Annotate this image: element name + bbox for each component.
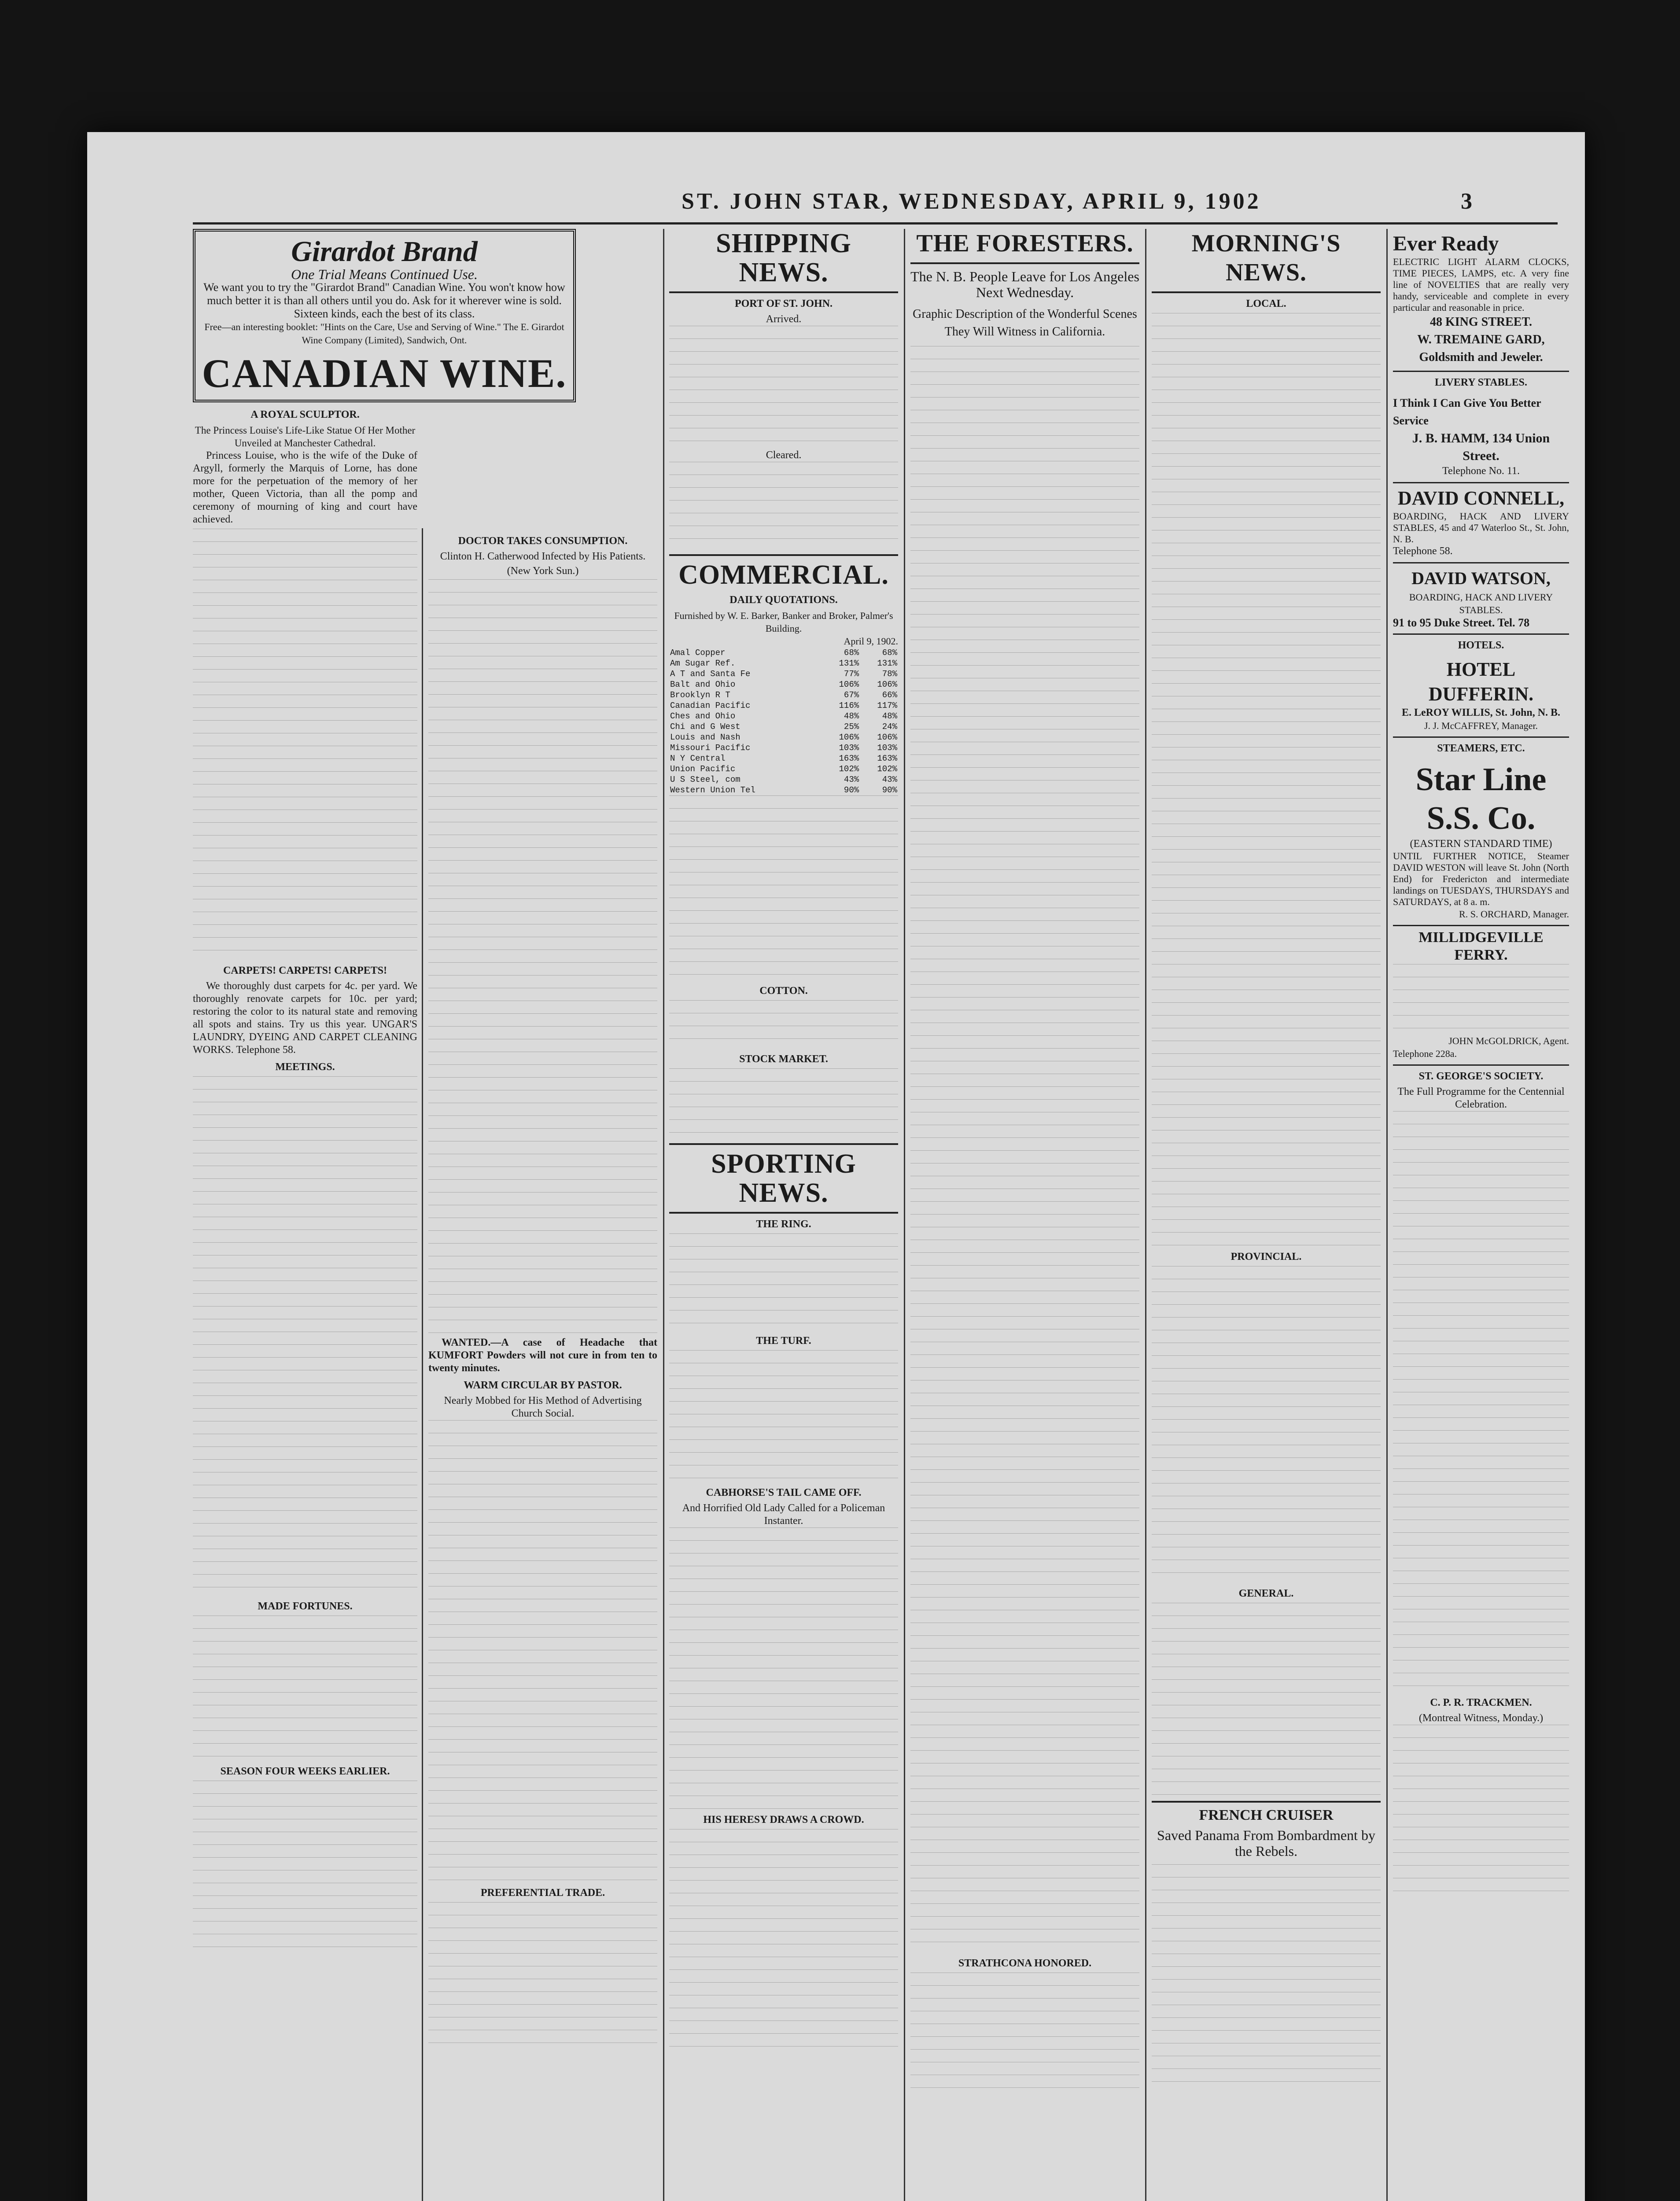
port-of-st-john: PORT OF ST. JOHN. (734, 298, 833, 309)
hamm-name: J. B. HAMM, 134 Union Street. (1412, 431, 1550, 463)
quotation-row (669, 753, 898, 764)
quotation-price: 48% (882, 711, 897, 721)
provincial-news (1152, 1266, 1381, 1583)
headline-shipping-news: SHIPPING NEWS. (716, 228, 851, 287)
quotation-price: 163% (839, 754, 859, 763)
quotation-price: 43% (882, 775, 897, 784)
quotation-row (669, 658, 898, 669)
the-turf-report (669, 1350, 898, 1482)
eastern-standard-time: (EASTERN STANDARD TIME) (1410, 838, 1552, 850)
watson-name: DAVID WATSON, (1411, 568, 1551, 588)
cleared-list (669, 462, 898, 550)
ad-carpets: We thoroughly dust carpets for 4c. per yard. We thoroughly renovate carpets for 10c. per yard; restoring the color to its natural state and removing all spots and stains. Try us this year. UNGAR'S LAUNDRY, DYEING AND CARPET CLEANING WORKS. Telephone 58. (193, 980, 417, 1056)
hamm-telephone: Telephone No. 11. (1442, 465, 1520, 477)
cotton-report (669, 1000, 898, 1049)
quotation-row (669, 732, 898, 743)
the-ring-label: THE RING. (756, 1218, 811, 1230)
ad-dufferin (1393, 655, 1569, 738)
ad-girardot-tagline: One Trial Means Continued Use. (291, 266, 478, 282)
ever-ready-address: 48 KING STREET. (1429, 315, 1533, 329)
column-2 (428, 530, 657, 2201)
headline-made-fortunes: MADE FORTUNES. (258, 1601, 353, 1612)
quotation-price: 25% (844, 722, 859, 732)
hotels-label: HOTELS. (1458, 640, 1504, 651)
section-rule (1152, 291, 1381, 293)
tremaine-gard: W. TREMAINE GARD, Goldsmith and Jeweler. (1417, 333, 1545, 364)
article-preferential-trade (428, 1902, 657, 2043)
quotation-price: 103% (839, 743, 859, 753)
headline-mornings-news: MORNING'S NEWS. (1191, 230, 1341, 286)
ad-milledgeville (1393, 926, 1569, 1066)
quotation-price: 67% (844, 690, 859, 700)
column-rule (1386, 229, 1388, 2201)
article-heresy (669, 1829, 898, 2049)
quotation-price: 78% (882, 669, 897, 679)
quotation-row (669, 648, 898, 658)
section-rule (910, 262, 1139, 264)
quotations-continued (669, 795, 898, 980)
quotation-row (669, 700, 898, 711)
quotation-price: 116% (839, 701, 859, 710)
headline-commercial: COMMERCIAL. (678, 560, 889, 590)
the-ring-report (669, 1233, 898, 1330)
connell-body: BOARDING, HACK AND LIVERY STABLES, 45 and 47 Waterloo St., St. John, N. B. (1393, 511, 1569, 545)
quotation-price: 106% (877, 732, 897, 742)
article-st-georges (1393, 1111, 1569, 1692)
milledgeville-telephone: Telephone 228a. (1393, 1048, 1457, 1059)
milledgeville-ferry: MILLIDGEVILLE FERRY. (1418, 929, 1544, 963)
column-rule (904, 229, 905, 2201)
star-line-manager: R. S. ORCHARD, Manager. (1459, 909, 1569, 920)
provincial-label: PROVINCIAL. (1231, 1251, 1302, 1262)
quotation-row (669, 785, 898, 795)
page-number: 3 (1461, 189, 1472, 214)
quotation-stock-name: Amal Copper (670, 648, 726, 658)
column-3 (669, 229, 898, 2201)
article-season-earlier (193, 1781, 417, 1957)
article-made-fortunes (193, 1616, 417, 1761)
quotation-stock-name: Ches and Ohio (670, 711, 736, 721)
article-cpr-trackmen (1393, 1725, 1569, 1901)
quotation-price: 43% (844, 775, 859, 784)
article-french-cruiser (1152, 1864, 1381, 2093)
column-rule (422, 528, 423, 2201)
quotation-row (669, 721, 898, 732)
quotation-price: 106% (877, 680, 897, 689)
column-4 (910, 229, 1139, 2201)
quotation-price: 102% (839, 764, 859, 774)
quotation-price: 90% (844, 785, 859, 795)
watson-body: BOARDING, HACK AND LIVERY STABLES. (1409, 592, 1553, 615)
section-rule (669, 554, 898, 556)
connell-telephone: Telephone 58. (1393, 545, 1453, 557)
subhead-st-georges: The Full Programme for the Centennial Celebration. (1397, 1086, 1565, 1110)
quotation-price: 102% (877, 764, 897, 774)
ad-girardot-footer: CANADIAN WINE. (202, 351, 567, 396)
headline-royal-sculptor: A ROYAL SCULPTOR. (251, 409, 360, 420)
general-label: GENERAL. (1238, 1588, 1294, 1599)
quotation-stock-name: Missouri Pacific (670, 743, 751, 753)
ad-kumfort: WANTED.—A case of Headache that KUMFORT Powders will not cure in from ten to twenty minutes. (428, 1337, 657, 1374)
quotation-stock-name: Am Sugar Ref. (670, 659, 736, 668)
headline-meetings: MEETINGS. (275, 1061, 335, 1073)
dufferin-owner: E. LeROY WILLIS, St. John, N. B. (1401, 707, 1561, 718)
dufferin-manager: J. J. McCAFFREY, Manager. (1424, 720, 1538, 731)
headline-french-cruiser: FRENCH CRUISER (1199, 1807, 1334, 1823)
column-rule (1145, 229, 1146, 2201)
masthead-rule (193, 222, 1558, 225)
quotation-stock-name: Balt and Ohio (670, 680, 736, 689)
livery-stables-label: LIVERY STABLES. (1435, 377, 1527, 388)
quotation-row (669, 711, 898, 721)
section-rule (1152, 1801, 1381, 1803)
watson-telephone: Tel. 78 (1497, 616, 1530, 629)
ever-ready-title: Ever Ready (1393, 232, 1499, 255)
quotation-price: 24% (882, 722, 897, 732)
section-rule (669, 1212, 898, 1214)
article-strathcona (910, 1973, 1139, 2096)
column-5 (1152, 229, 1381, 2201)
quotation-price: 90% (882, 785, 897, 795)
ever-ready-body: ELECTRIC LIGHT ALARM CLOCKS, TIME PIECES, LAMPS, etc. A very fine line of NOVELTIES that are really very handy, serviceable and complete in every particular and reasonable in price. (1393, 256, 1569, 313)
ad-hamm (1393, 392, 1569, 483)
quotations-table (669, 648, 898, 795)
quotation-price: 66% (882, 690, 897, 700)
quotation-stock-name: Western Union Tel (670, 785, 755, 795)
quotation-row (669, 669, 898, 679)
quotation-price: 131% (877, 659, 897, 668)
star-line-body: UNTIL FURTHER NOTICE, Steamer DAVID WESTON will leave St. John (North End) for Fredericton and intermediate landings on TUESDAYS, THURSDAYS and SATURDAYS, at 8 a. m. (1393, 850, 1569, 907)
quotation-stock-name: Louis and Nash (670, 732, 741, 742)
headline-preferential-trade: PREFERENTIAL TRADE. (480, 1887, 605, 1899)
local-news (1152, 313, 1381, 1246)
general-news (1152, 1603, 1381, 1796)
quotation-row (669, 764, 898, 774)
better-service: I Think I Can Give You Better Service (1393, 397, 1541, 427)
article-warm-circular (428, 1420, 657, 1882)
article-royal-sculptor-continued (193, 529, 417, 960)
quotation-price: 106% (839, 680, 859, 689)
ad-girardot-brand: Girardot Brand (291, 236, 478, 268)
dateline-ny-sun: (New York Sun.) (507, 565, 579, 577)
watson-address: 91 to 95 Duke Street. (1393, 616, 1495, 629)
headline-doctor-consumption: DOCTOR TAKES CONSUMPTION. (458, 535, 628, 547)
quotation-stock-name: A T and Santa Fe (670, 669, 751, 679)
section-rule (669, 1143, 898, 1145)
headline-carpets: CARPETS! CARPETS! CARPETS! (223, 965, 387, 976)
quotation-stock-name: Union Pacific (670, 764, 736, 774)
cleared-label: Cleared. (766, 449, 802, 461)
steamers-label: STEAMERS, ETC. (1437, 743, 1525, 754)
ad-girardot (193, 229, 576, 402)
connell-name: DAVID CONNELL, (1397, 487, 1565, 509)
headline-season-earlier: SEASON FOUR WEEKS EARLIER. (220, 1766, 390, 1777)
column-6 (1393, 229, 1569, 2201)
headline-strathcona: STRATHCONA HONORED. (958, 1958, 1092, 1969)
article-cabhorse (669, 1527, 898, 1809)
ad-star-line (1393, 758, 1569, 926)
quotation-stock-name: Chi and G West (670, 722, 741, 732)
headline-foresters: THE FORESTERS. (916, 230, 1134, 257)
hotel-dufferin: HOTEL DUFFERIN. (1428, 659, 1534, 705)
subhead-royal-sculptor: The Princess Louise's Life-Like Statue Of Her Mother Unveiled at Manchester Cathedral. (195, 425, 416, 449)
quotation-row (669, 679, 898, 690)
subhead-cabhorse: And Horrified Old Lady Called for a Policeman Instanter. (682, 1502, 885, 1527)
ad-ever-ready (1393, 229, 1569, 372)
subhead-doctor-consumption: Clinton H. Catherwood Infected by His Patients. (440, 551, 646, 562)
cotton-label: COTTON. (759, 985, 808, 997)
quotation-price: 103% (877, 743, 897, 753)
quotation-stock-name: Brooklyn R T (670, 690, 730, 700)
column-rule (663, 229, 664, 2201)
headline-sporting-news: SPORTING NEWS. (711, 1149, 856, 1208)
quotation-price: 106% (839, 732, 859, 742)
headline-warm-circular: WARM CIRCULAR BY PASTOR. (464, 1380, 622, 1391)
ad-girardot-body: We want you to try the "Girardot Brand" Canadian Wine. You won't know how much better it is than all others until you do. Ask for it wherever wine is sold. Sixteen kinds, each the best of its class. (203, 281, 565, 320)
article-meetings (193, 1076, 417, 1596)
quotations-credit: Furnished by W. E. Barker, Banker and Broker, Palmer's Building. (674, 610, 893, 634)
newspaper-page (87, 132, 1585, 2201)
subhead-foresters-graphic: Graphic Description of the Wonderful Scenes They Will Witness in California. (913, 307, 1137, 339)
headline-cabhorse: CABHORSE'S TAIL CAME OFF. (706, 1487, 862, 1498)
article-royal-sculptor: Princess Louise, who is the wife of the Duke of Argyll, formerly the Marquis of Lorne, has done more for the perpetuation of the memory of her mother, Queen Victoria, than all the pomp and ceremony of mourning of king and court have achieved. (193, 450, 417, 525)
masthead: ST. JOHN STAR, WEDNESDAY, APRIL 9, 1902 (682, 189, 1261, 214)
quotation-stock-name: N Y Central (670, 754, 726, 763)
quotation-stock-name: U S Steel, com (670, 775, 741, 784)
headline-cpr-trackmen: C. P. R. TRACKMEN. (1430, 1697, 1532, 1708)
quotation-row (669, 743, 898, 753)
quotation-stock-name: Canadian Pacific (670, 701, 751, 710)
headline-st-georges: ST. GEORGE'S SOCIETY. (1418, 1071, 1544, 1082)
quotation-price: 77% (844, 669, 859, 679)
quotation-price: 68% (882, 648, 897, 658)
cpr-source: (Montreal Witness, Monday.) (1418, 1712, 1544, 1724)
the-turf-label: THE TURF. (756, 1335, 811, 1347)
subhead-french-cruiser: Saved Panama From Bombardment by the Rebels. (1157, 1827, 1375, 1859)
stock-market-report (669, 1068, 898, 1139)
ad-girardot-booklet: Free—an interesting booklet: "Hints on the Care, Use and Serving of Wine." The E. Girardot Wine Company (Limited), Sandwich, Ont. (204, 321, 564, 346)
stock-market-label: STOCK MARKET. (739, 1053, 828, 1065)
quotation-row (669, 774, 898, 785)
local-label: LOCAL. (1246, 298, 1286, 309)
quotation-price: 117% (877, 701, 897, 710)
subhead-foresters: The N. B. People Leave for Los Angeles Next Wednesday. (910, 269, 1139, 300)
milledgeville-schedule (1393, 964, 1569, 1034)
quotation-price: 163% (877, 754, 897, 763)
article-doctor-consumption (428, 579, 657, 1336)
star-line-title: Star Line S.S. Co. (1415, 762, 1547, 836)
quotation-price: 48% (844, 711, 859, 721)
arrivals-list (669, 326, 898, 449)
ad-watson (1393, 563, 1569, 635)
milledgeville-agent: JOHN McGOLDRICK, Agent. (1448, 1035, 1569, 1046)
ad-connell (1393, 483, 1569, 563)
daily-quotations-title: DAILY QUOTATIONS. (729, 594, 838, 606)
article-foresters (910, 346, 1139, 1953)
headline-heresy: HIS HERESY DRAWS A CROWD. (703, 1814, 864, 1826)
quotation-price: 131% (839, 659, 859, 668)
quotation-row (669, 690, 898, 700)
subhead-warm-circular: Nearly Mobbed for His Method of Advertising Church Social. (444, 1395, 642, 1419)
quotations-date: April 9, 1902. (844, 636, 898, 647)
section-rule (669, 291, 898, 293)
arrived-label: Arrived. (766, 313, 802, 325)
quotation-price: 68% (844, 648, 859, 658)
